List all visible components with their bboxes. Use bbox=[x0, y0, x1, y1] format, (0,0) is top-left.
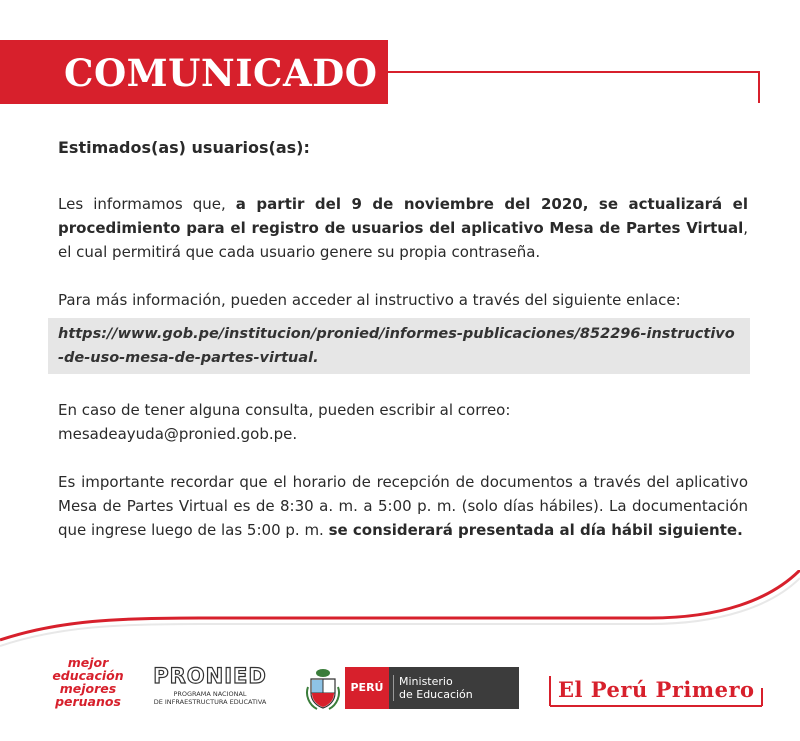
mejor-logo-line-2: educación bbox=[52, 668, 124, 683]
mejor-logo-line-3: mejores bbox=[59, 681, 117, 696]
paragraph-more-info: Para más información, pueden acceder al instructivo a través del siguiente enlace: bbox=[58, 291, 681, 309]
paragraph-update bbox=[58, 192, 748, 264]
peru-label-box: PERÚ bbox=[345, 667, 389, 709]
instructivo-link[interactable]: https://www.gob.pe/institucion/pronied/informes-publicaciones/852296-instructivo-de-uso-mesa-de-partes-virtual. bbox=[48, 318, 750, 374]
announcement-body bbox=[58, 136, 748, 542]
paragraph-schedule-lead: Es importante recordar que el horario de recepción de documentos a través del aplicativo Mesa de Partes Virtual es de 8:30 a. m. a 5:00 p. m. (solo días hábiles). La documentación que ingrese luego de las 5:00 p. m. bbox=[58, 473, 748, 539]
el-peru-primero-text: El Perú Primero bbox=[558, 677, 755, 702]
header-rule bbox=[386, 71, 759, 73]
pronied-logo bbox=[140, 664, 280, 706]
page-title: COMUNICADO bbox=[64, 51, 378, 95]
paragraph-update-bold: a partir del 9 de noviembre del 2020, se actualizará el procedimiento para el registro de usuarios del aplicativo Mesa de Partes Virtual bbox=[58, 195, 748, 237]
paragraph-schedule bbox=[58, 470, 748, 542]
paragraph-schedule-bold: se considerará presentada al día hábil siguiente. bbox=[328, 521, 743, 539]
header-rule-tick bbox=[758, 71, 760, 103]
pronied-subtitle-2: DE INFRAESTRUCTURA EDUCATIVA bbox=[153, 698, 267, 706]
greeting: Estimados(as) usuarios(as): bbox=[58, 138, 310, 157]
pronied-subtitle-1: PROGRAMA NACIONAL bbox=[173, 690, 247, 698]
peru-coat-of-arms-icon bbox=[305, 667, 341, 711]
el-peru-primero-logo bbox=[548, 670, 764, 710]
mejor-logo-line-1: mejor bbox=[67, 655, 109, 670]
ministerio-educacion-box bbox=[389, 667, 519, 709]
mejor-logo-line-4: peruanos bbox=[55, 694, 121, 709]
ministerio-line-1: Ministerio bbox=[399, 675, 453, 688]
contact-email[interactable]: mesadeayuda@pronied.gob.pe. bbox=[58, 425, 298, 443]
pronied-name: PRONIED bbox=[153, 664, 267, 688]
mejor-educacion-logo bbox=[38, 656, 138, 708]
paragraph-update-tail: , el cual permitirá que cada usuario genere su propia contraseña. bbox=[58, 219, 748, 261]
paragraph-contact: En caso de tener alguna consulta, pueden escribir al correo: bbox=[58, 401, 511, 419]
ministerio-line-2: de Educación bbox=[399, 688, 473, 701]
paragraph-update-lead: Les informamos que, bbox=[58, 195, 236, 213]
